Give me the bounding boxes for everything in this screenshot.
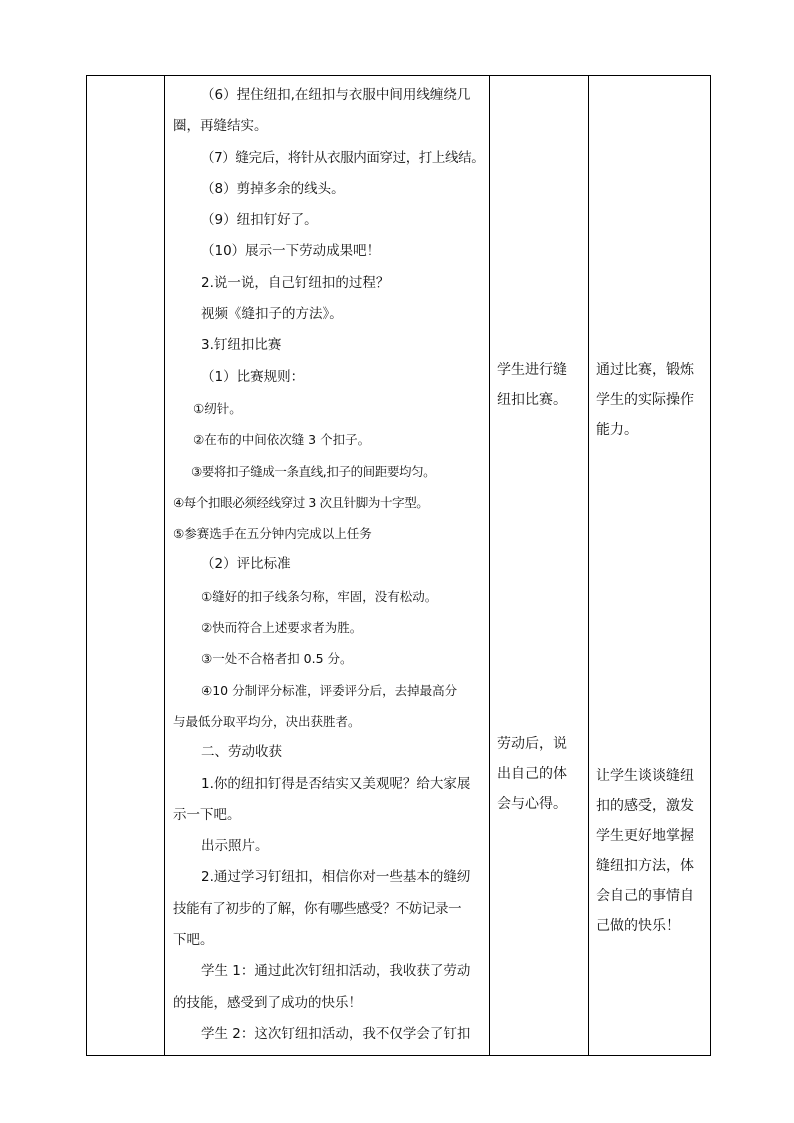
student-activity-reflection: 劳动后，说出自己的体会与心得。 (497, 736, 567, 812)
process-line: 视频《缝扣子的方法》。 (201, 306, 343, 323)
lesson-plan-table (86, 75, 711, 1056)
process-line: （2）评比标准 (201, 556, 291, 573)
process-line: ④10 分制评分标准，评委评分后，去掉最高分 (201, 682, 458, 698)
process-line: 1.你的纽扣钉得是否结实又美观呢？给大家展 (201, 775, 471, 792)
table-row (87, 76, 711, 1056)
process-line: 的技能，感受到了成功的快乐！ (173, 994, 362, 1011)
process-line: 2.说一说，自己钉纽扣的过程？ (201, 274, 390, 291)
process-line: 学生 2：这次钉纽扣活动，我不仅学会了钉扣 (201, 1025, 471, 1042)
teaching-process-cell (165, 76, 490, 1056)
student-activity-cell (490, 76, 589, 1056)
process-line: 示一下吧。 (173, 806, 241, 823)
process-line: （10）展示一下劳动成果吧！ (201, 243, 381, 260)
process-line: ②在布的中间依次缝 3 个扣子。 (193, 432, 371, 448)
process-line: 出示照片。 (201, 838, 269, 855)
process-line: 与最低分取平均分，决出获胜者。 (173, 713, 361, 729)
process-line: 二、劳动收获 (201, 744, 282, 761)
process-line: 3.钉纽扣比赛 (201, 337, 282, 354)
process-line: ①缝好的扣子线条匀称，牢固，没有松动。 (201, 588, 438, 604)
process-line: （1）比赛规则： (201, 368, 305, 385)
process-line: 下吧。 (173, 932, 214, 949)
process-line: ⑤参赛选手在五分钟内完成以上任务 (173, 526, 372, 542)
process-line: ③要将扣子缝成一条直线,扣子的间距要均匀。 (191, 463, 436, 479)
process-line: 技能有了初步的了解，你有哪些感受？不妨记录一 (173, 900, 462, 917)
process-line: ②快而符合上述要求者为胜。 (201, 620, 363, 636)
process-line: 2.通过学习钉纽扣，相信你对一些基本的缝纫 (201, 869, 471, 886)
process-line: ①纫针。 (193, 400, 242, 416)
process-line: （6）捏住纽扣,在纽扣与衣服中间用线缠绕几 (201, 87, 471, 103)
stage-column-cell (87, 76, 165, 1056)
design-intent-reflection: 让学生谈谈缝纽扣的感受，激发学生更好地掌握缝纽扣方法，体会自己的事情自己做的快乐！ (596, 768, 694, 934)
process-line: （9）纽扣钉好了。 (201, 212, 318, 229)
process-line: ③一处不合格者扣 0.5 分。 (201, 651, 353, 667)
student-activity-competition: 学生进行缝纽扣比赛。 (497, 362, 567, 408)
process-line: ④每个扣眼必须经线穿过 3 次且针脚为十字型。 (173, 494, 429, 510)
process-line: （8）剪掉多余的线头。 (201, 180, 345, 197)
process-line: 圈，再缝结实。 (173, 118, 268, 135)
process-line: 学生 1：通过此次钉纽扣活动，我收获了劳动 (201, 963, 471, 980)
design-intent-competition: 通过比赛，锻炼学生的实际操作能力。 (596, 362, 694, 438)
process-line: （7）缝完后，将针从衣服内面穿过，打上线结。 (201, 149, 485, 166)
design-intent-cell (589, 76, 711, 1056)
